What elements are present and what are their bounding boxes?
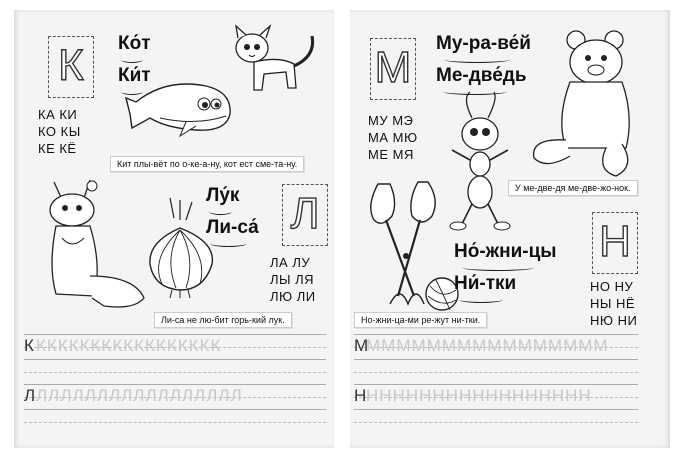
ant-icon bbox=[442, 92, 522, 232]
sentence-k: Кит плы-вёт по о-ке-а-ну, кот ест сме-та-ну. bbox=[110, 156, 304, 172]
big-letter-n: Н bbox=[592, 212, 638, 274]
trace-lead: М bbox=[354, 336, 369, 355]
syllables-n: НО НУ НЫ НЁ НЮ НИ bbox=[590, 279, 638, 328]
word-kit: Ки́т bbox=[118, 64, 151, 95]
word-luk: Лу́к bbox=[206, 184, 239, 215]
trace-lead: Л bbox=[24, 386, 36, 405]
tracing-lines-right bbox=[354, 334, 638, 434]
sentence-m: У ме-две-дя ме-две-жо-нок. bbox=[508, 180, 638, 196]
trace-letters: ККККККККККККККККК bbox=[36, 336, 222, 355]
trace-row bbox=[24, 359, 326, 384]
trace-row bbox=[354, 384, 638, 409]
trace-lead: Н bbox=[354, 386, 367, 405]
word-nitki: Ни́-тки bbox=[454, 272, 516, 303]
sentence-n: Но-жни-ца-ми ре-жут ни-тки. bbox=[354, 312, 487, 328]
yarn-icon bbox=[390, 264, 460, 314]
trace-row bbox=[24, 334, 326, 359]
word-muravei: Му-ра-ве́й bbox=[436, 32, 531, 63]
syllables-k: КА КИ КО КЫ КЕ КЁ bbox=[38, 107, 81, 156]
trace-row bbox=[24, 409, 326, 434]
trace-lead: К bbox=[24, 336, 34, 355]
bear-icon bbox=[526, 30, 646, 180]
left-page bbox=[14, 10, 334, 448]
word-medved: Ме-две́дь bbox=[436, 64, 527, 95]
big-letter-m: М bbox=[370, 38, 416, 100]
trace-row bbox=[354, 359, 638, 384]
whale-icon bbox=[126, 68, 246, 140]
trace-row bbox=[24, 384, 326, 409]
trace-row bbox=[354, 334, 638, 359]
word-kot: Ко́т bbox=[118, 32, 151, 63]
big-letter-k: К bbox=[48, 36, 94, 98]
trace-letters: ММММММММММММММММ bbox=[366, 336, 609, 355]
trace-row bbox=[354, 409, 638, 434]
fox-icon bbox=[34, 176, 154, 316]
syllables-l: ЛА ЛУ ЛЫ ЛЯ ЛЮ ЛИ bbox=[270, 255, 316, 304]
word-nozhnitsy: Но́-жни-цы bbox=[454, 240, 557, 271]
trace-letters: ЛЛЛЛЛЛЛЛЛЛЛЛЛЛЛЛЛ bbox=[36, 386, 243, 405]
trace-letters: ННННННННННННННННН bbox=[366, 386, 592, 405]
sentence-l: Ли-са не лю-бит горь-кий лук. bbox=[154, 312, 292, 328]
tracing-lines-left bbox=[24, 334, 326, 434]
big-letter-l: Л bbox=[282, 184, 328, 246]
right-page bbox=[350, 10, 670, 448]
word-lisa: Ли-са́ bbox=[206, 216, 259, 247]
syllables-m: МУ МЭ МА МЮ МЕ МЯ bbox=[368, 113, 418, 162]
